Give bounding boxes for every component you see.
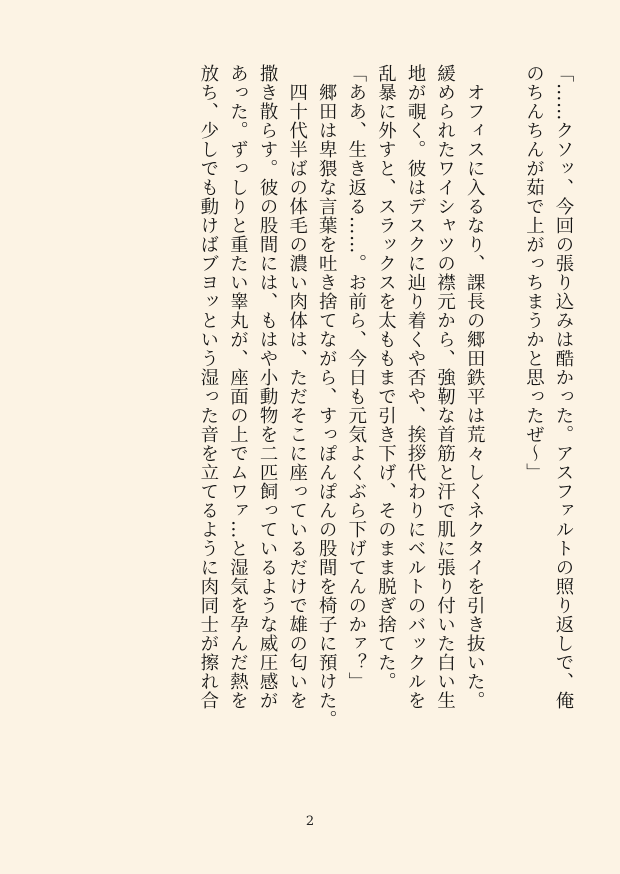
- text-line: あった。ずっしりと重たい睾丸が、座面の上でムワァ…と湿気を孕んだ熱を: [227, 64, 249, 710]
- text-line: 四十代半ばの体毛の濃い肉体は、ただそこに座っているだけで雄の匂いを: [286, 64, 308, 710]
- text-line: 地が覗く。彼はデスクに辿り着くや否や、挨拶代わりにベルトのバックルを: [405, 64, 427, 710]
- text-line: 放ち、少しでも動けばブヨッという湿った音を立てるように肉同士が擦れ合: [197, 64, 219, 710]
- vertical-text-body: [193, 64, 578, 782]
- text-line: 緩められたワイシャツの襟元から、強靭な首筋と汗で肌に張り付いた白い生: [434, 64, 456, 710]
- text-line: 郷田は卑猥な言葉を吐き捨てながら、すっぽんぽんの股間を椅子に預けた。: [316, 64, 338, 729]
- blank-line: [489, 64, 519, 782]
- text-line: 撒き散らす。彼の股間には、もはや小動物を二匹飼っているような威圧感が: [257, 64, 279, 710]
- text-line: 乱暴に外すと、スラックスを太ももまで引き下げ、そのまま脱ぎ捨てた。: [375, 64, 397, 691]
- page-number: 2: [305, 814, 315, 829]
- text-line: 「……クソッ、今回の張り込みは酷かった。アスファルトの照り返しで、俺: [553, 64, 574, 710]
- text-line: オフィスに入るなり、課長の郷田鉄平は荒々しくネクタイを引き抜いた。: [464, 64, 486, 710]
- text-line: 「ああ、生き返る……。お前ら、今日も元気よくぶら下げてんのかァ？」: [345, 64, 367, 691]
- text-line: のちんちんが茹で上がっちまうかと思ったぜ～」: [523, 64, 545, 482]
